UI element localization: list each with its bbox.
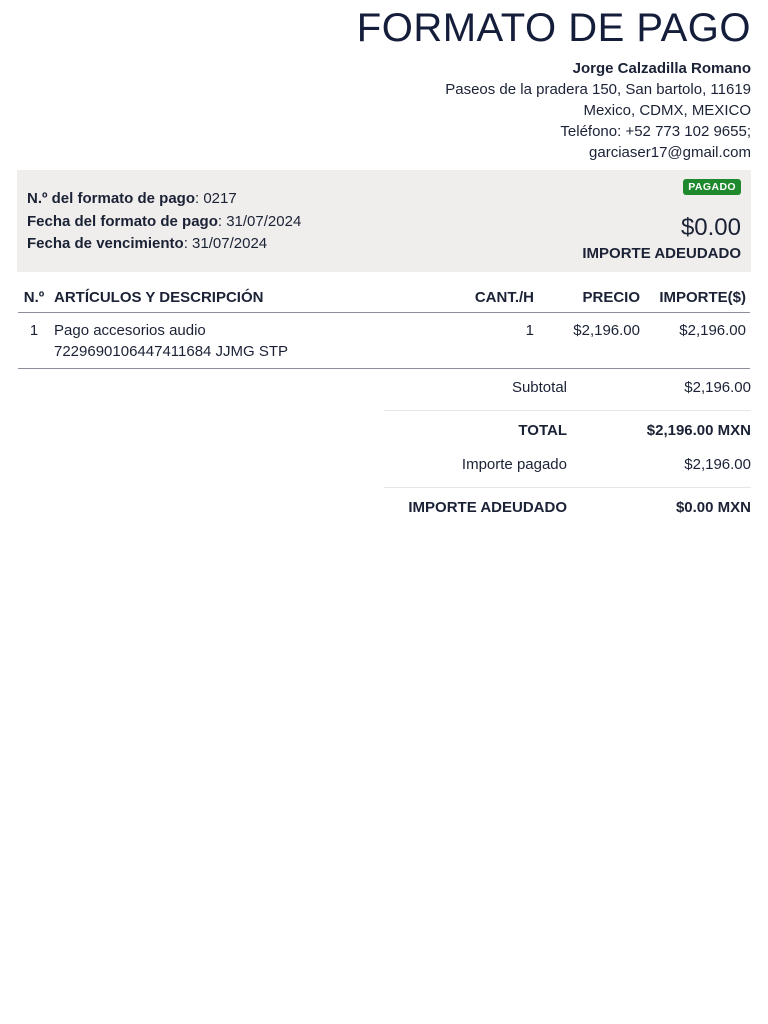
- paid-value: $2,196.00: [684, 456, 751, 473]
- table-row: [18, 313, 750, 369]
- row-description-line-1: Pago accesorios audio: [54, 322, 206, 339]
- payment-number-label: N.º del formato de pago: [27, 190, 195, 207]
- subtotal-row: [384, 372, 751, 404]
- row-amount: $2,196.00: [644, 313, 750, 369]
- row-num: 1: [18, 313, 50, 369]
- row-description-line-2: 7229690106447411684 JJMG STP: [54, 343, 289, 360]
- payment-date-row: [27, 211, 301, 234]
- due-date-label: Fecha de vencimiento: [27, 235, 184, 252]
- summary-details: [27, 188, 301, 256]
- totals-divider: [384, 410, 751, 411]
- table-header-row: [18, 285, 750, 313]
- phone-line: Teléfono: +52 773 102 9655;: [560, 123, 751, 140]
- amount-owed-label: IMPORTE ADEUDADO: [408, 499, 567, 516]
- total-label: TOTAL: [518, 422, 567, 439]
- document-title: FORMATO DE PAGO: [356, 6, 751, 50]
- payment-number-value: : 0217: [195, 190, 237, 207]
- address-line-2: Mexico, CDMX, MEXICO: [583, 102, 751, 119]
- subtotal-label: Subtotal: [511, 379, 567, 396]
- row-price: $2,196.00: [538, 313, 644, 369]
- due-date-row: [27, 233, 301, 256]
- row-description: [50, 313, 440, 369]
- payment-date-label: Fecha del formato de pago: [27, 212, 218, 230]
- items-table: [18, 285, 750, 369]
- totals-section: [384, 372, 751, 526]
- company-name: Jorge Calzadilla Romano: [572, 60, 751, 77]
- total-row: [384, 415, 751, 449]
- due-date-value: : 31/07/2024: [183, 235, 268, 252]
- email-address: garciaser17@gmail.com: [589, 144, 751, 161]
- row-quantity: 1: [440, 313, 538, 369]
- amount-owed-value: $0.00 MXN: [675, 499, 751, 516]
- company-info: [445, 58, 751, 163]
- header-description: ARTÍCULOS Y DESCRIPCIÓN: [50, 285, 440, 313]
- address-line-1: Paseos de la pradera 150, San bartolo, 11619: [445, 81, 751, 98]
- subtotal-value: $2,196.00: [684, 379, 751, 396]
- payment-number-row: [27, 188, 301, 211]
- header-num: N.º: [18, 285, 50, 313]
- header-quantity: CANT./H: [440, 285, 538, 313]
- status-badge: PAGADO: [683, 179, 741, 195]
- paid-label: Importe pagado: [461, 456, 567, 473]
- amount-owed-row: [384, 492, 751, 526]
- paid-row: [384, 449, 751, 483]
- totals-divider: [384, 487, 751, 488]
- header-amount: IMPORTE($): [644, 285, 750, 313]
- amount-due-label: IMPORTE ADEUDADO: [582, 245, 741, 262]
- total-value: $2,196.00 MXN: [646, 422, 751, 439]
- amount-due-value: $0.00: [680, 214, 741, 241]
- header-price: PRECIO: [538, 285, 644, 313]
- payment-date-value: : 31/07/2024: [217, 212, 302, 230]
- summary-box: [17, 170, 751, 272]
